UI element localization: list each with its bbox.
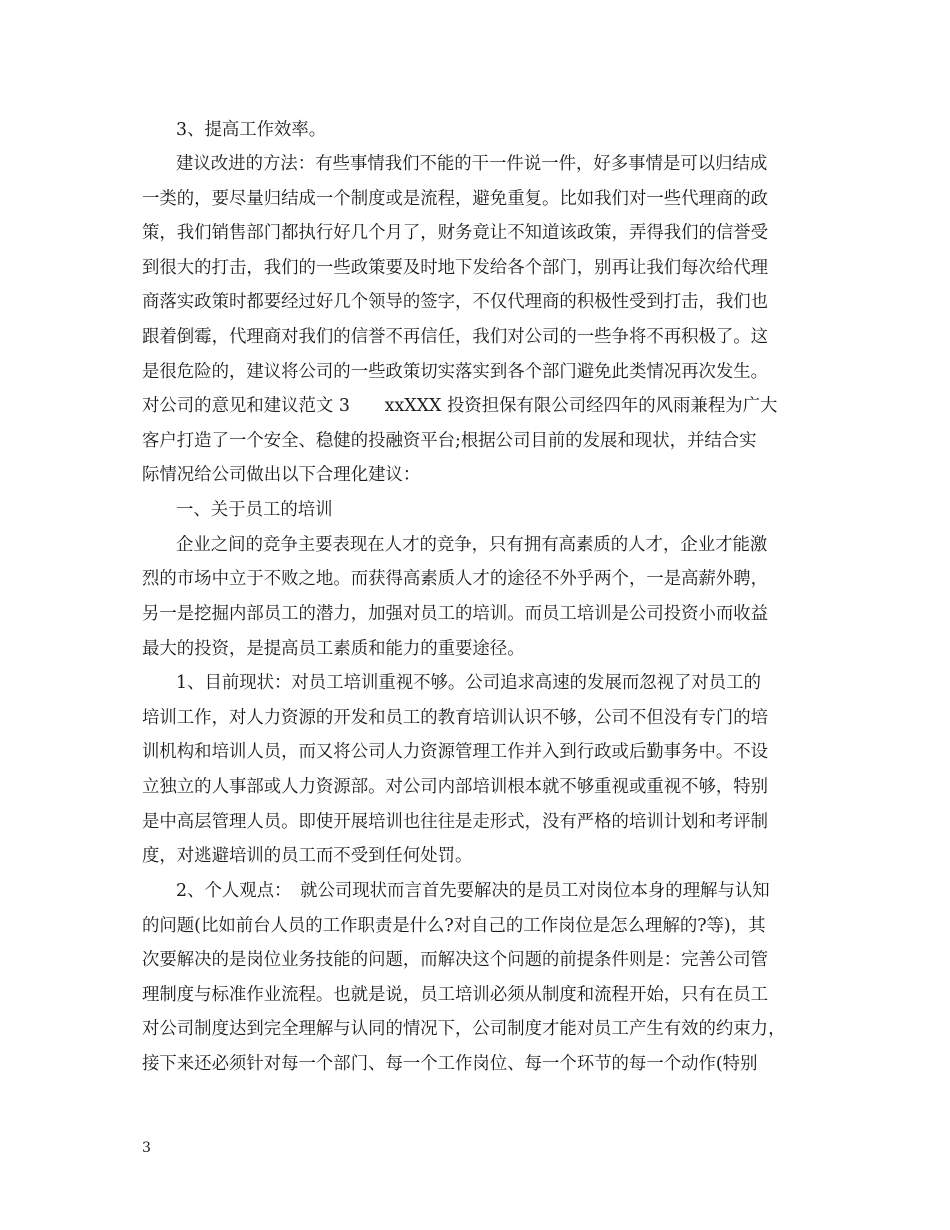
body-text-line: 接下来还必须针对每一个部门、每一个工作岗位、每一个环节的每一个动作(特别 <box>142 1054 758 1074</box>
body-text-line: 立独立的人事部或人力资源部。对公司内部培训根本就不够重视或重视不够，特别 <box>142 777 769 797</box>
body-text-line: 另一是挖掘内部员工的潜力，加强对员工的培训。而员工培训是公司投资小而收益 <box>142 604 769 624</box>
body-text-line: 3、提高工作效率。 <box>176 120 327 140</box>
body-text-line: 策，我们销售部门都执行好几个月了，财务竟让不知道该政策，弄得我们的信誉受 <box>142 223 769 243</box>
page-number: 3 <box>142 1140 151 1156</box>
body-text-line: 企业之间的竞争主要表现在人才的竞争，只有拥有高素质的人才，企业才能激 <box>176 535 768 555</box>
body-text-line: 建议改进的方法：有些事情我们不能的干一件说一件，好多事情是可以归结成 <box>176 154 768 174</box>
body-text-line: 是很危险的，建议将公司的一些政策切实落实到各个部门避免此类情况再次发生。 <box>142 362 769 382</box>
body-text-line: 训机构和培训人员，而又将公司人力资源管理工作并入到行政或后勤事务中。不设 <box>142 742 769 762</box>
body-text-line: 2、个人观点： 就公司现状而言首先要解决的是员工对岗位本身的理解与认知 <box>176 881 770 901</box>
body-text-line: 理制度与标准作业流程。也就是说，员工培训必须从制度和流程开始，只有在员工 <box>142 985 769 1005</box>
body-text-line: 跟着倒霉，代理商对我们的信誉不再信任，我们对公司的一些争将不再积极了。这 <box>142 327 769 347</box>
body-text-line: 对公司的意见和建议范文 3 xxXXX 投资担保有限公司经四年的风雨兼程为广大 <box>142 396 778 416</box>
body-text-line: 培训工作，对人力资源的开发和员工的教育培训认识不够，公司不但没有专门的培 <box>142 708 769 728</box>
body-text-line: 度，对逃避培训的员工而不受到任何处罚。 <box>142 846 473 866</box>
body-text-line: 次要解决的是岗位业务技能的问题，而解决这个问题的前提条件则是：完善公司管 <box>142 950 769 970</box>
body-text-line: 烈的市场中立于不败之地。而获得高素质人才的途径不外乎两个，一是高薪外聘， <box>142 569 769 589</box>
body-text-line: 对公司制度达到完全理解与认同的情况下，公司制度才能对员工产生有效的约束力， <box>142 1019 786 1039</box>
body-text-line: 商落实政策时都要经过好几个领导的签字，不仅代理商的积极性受到打击，我们也 <box>142 292 769 312</box>
body-text-line: 一类的，要尽量归结成一个制度或是流程，避免重复。比如我们对一些代理商的政 <box>142 189 769 209</box>
body-text-line: 1、目前现状：对员工培训重视不够。公司追求高速的发展而忽视了对员工的 <box>176 673 761 693</box>
body-text-line: 际情况给公司做出以下合理化建议： <box>142 465 421 485</box>
body-text-line: 最大的投资，是提高员工素质和能力的重要途径。 <box>142 639 525 659</box>
section-heading: 一、关于员工的培训 <box>176 500 333 520</box>
body-text-line: 到很大的打击，我们的一些政策要及时地下发给各个部门，别再让我们每次给代理 <box>142 258 769 278</box>
body-text-line: 是中高层管理人员。即使开展培训也往往是走形式，没有严格的培训计划和考评制 <box>142 812 769 832</box>
body-text-line: 客户打造了一个安全、稳健的投融资平台;根据公司目前的发展和现状，并结合实 <box>142 431 757 451</box>
body-text-line: 的问题(比如前台人员的工作职责是什么?对自己的工作岗位是怎么理解的?等)，其 <box>142 916 766 936</box>
